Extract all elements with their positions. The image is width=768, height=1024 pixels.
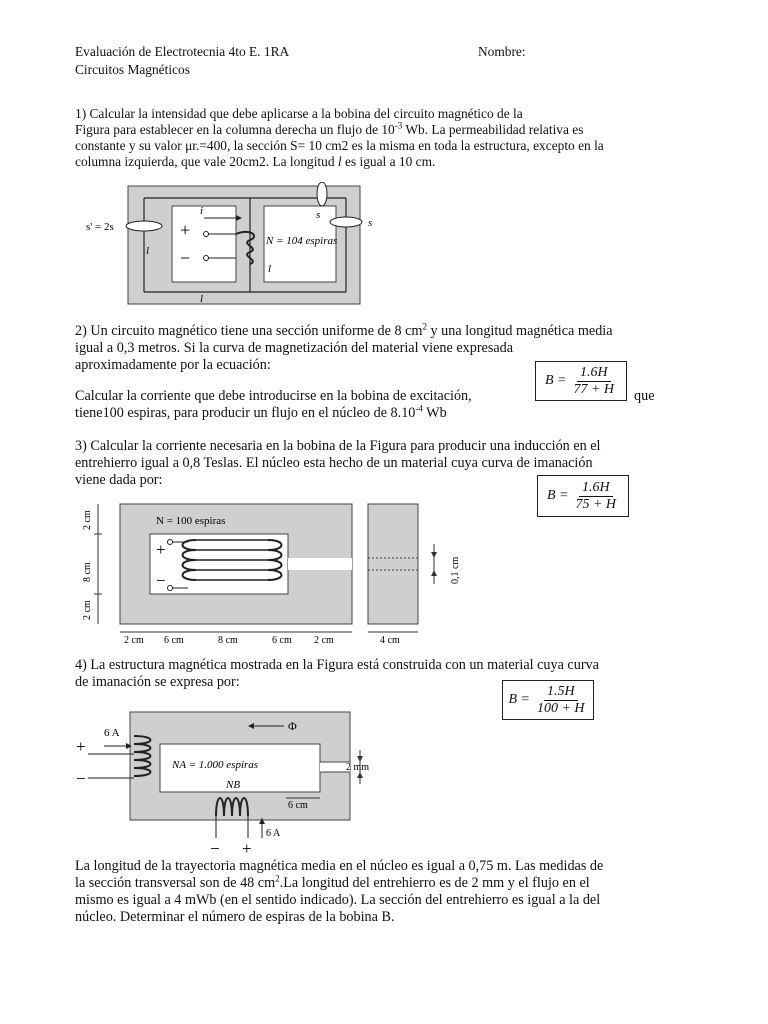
fig4-turns-b: NB — [226, 779, 241, 791]
fig1-l-right: l — [268, 263, 272, 275]
q3-formula-numerator: 1.6H — [579, 480, 613, 497]
q2-line-4: Calcular la corriente que debe introducirse en la bobina de excitación, — [75, 388, 472, 404]
fig4-plus-a: + — [76, 737, 86, 756]
q3-line-2: entrehierro igual a 0,8 Teslas. El núcleo esta hecho de un material cuya curva de imanación — [75, 455, 593, 471]
fig4-gap-label: 2 mm — [346, 762, 370, 773]
q2-line-2: igual a 0,3 metros. Si la curva de magnetización del material viene expresada — [75, 340, 514, 356]
q2-formula-lhs: B = — [544, 373, 567, 388]
q2-formula-box — [535, 361, 627, 401]
fig3-dim-bottom: 2 cm — [82, 600, 93, 620]
fig3-dim-b: 6 cm — [164, 635, 184, 646]
fig3-turns-label: N = 100 espiras — [156, 515, 226, 527]
name-label: Nombre: — [478, 44, 526, 59]
q2-line-4-end: que — [634, 388, 655, 404]
fig3-dim-top: 2 cm — [82, 510, 93, 530]
q4-text-2: la sección transversal son de 48 $cm^2.La$ longitud del entrehierro es de 2 mm y el flujo en el — [75, 873, 590, 891]
q3-formula-denominator: 75 + H — [575, 496, 617, 512]
q1-line-2: Figura para establecer en la columna derecha un flujo de $10^{-3}$ Wb. La permeabilidad relativa es — [75, 120, 584, 137]
q3-line-3: viene dada por: — [75, 472, 163, 488]
fig1-turns-label: N = 104 espiras — [266, 235, 338, 247]
q4-formula-numerator: 1.5H — [544, 684, 578, 701]
fig3-gap-label: 0,1 cm — [450, 556, 461, 584]
q4-formula-denominator: 100 + H — [536, 700, 585, 716]
q4-text-1: La longitud de la trayectoria magnética media en el núcleo es igual a 0,75 m. Las medidas de — [75, 858, 604, 874]
fig1-s-top-label: s — [316, 209, 321, 221]
fig1-s-right-label: s — [368, 217, 373, 229]
q4-text-3: mismo es igual a 4 mWb (en el sentido indicado). La sección del entrehierro es igual a la del — [75, 892, 601, 908]
q4-formula-box — [502, 680, 594, 720]
q1-line-1: 1) Calcular la intensidad que debe aplicarse a la bobina del circuito magnético de la — [75, 106, 523, 121]
fig1-s-prime-label: s' = 2s — [86, 221, 114, 233]
exam-subtitle: Circuitos Magnéticos — [75, 62, 190, 77]
fig3-dim-middle: 8 cm — [82, 562, 93, 582]
q1-line-4: columna izquierda, que vale 20cm2. La longitud l es igual a 10 cm. — [75, 154, 436, 169]
q2-formula-denominator: 77 + H — [573, 381, 615, 397]
fig3-plus: + — [156, 540, 166, 559]
fig3-dim-depth: 4 cm — [380, 635, 400, 646]
q4-formula-lhs: B = — [508, 692, 530, 707]
fig3-minus: − — [156, 571, 166, 590]
fig4-minus-a: − — [76, 769, 86, 788]
fig1-plus: + — [180, 220, 191, 240]
fig4-turns-a: NA = 1.000 espiras — [172, 759, 259, 771]
fig4-current-a: 6 A — [104, 727, 120, 739]
q4-figure — [74, 706, 394, 858]
q1-figure — [84, 182, 384, 310]
fig1-l-bottom: l — [200, 293, 204, 305]
q3-line-1: 3) Calcular la corriente necesaria en la bobina de la Figura para producir una inducción en el — [75, 438, 601, 454]
q2-line-1: 2) Un circuito magnético tiene una sección uniforme de 8 $cm^2$ y una longitud magnética media — [75, 321, 613, 339]
q4-text-4: núcleo. Determinar el número de espiras de la bobina B. — [75, 909, 395, 925]
fig3-dim-c: 8 cm — [218, 635, 238, 646]
fig4-minus-b: − — [210, 839, 220, 858]
q2-line-3: aproximadamente por la ecuación: — [75, 357, 271, 373]
fig4-plus-b: + — [242, 839, 252, 858]
fig3-dim-d: 6 cm — [272, 635, 292, 646]
q3-figure — [78, 500, 468, 646]
fig3-dim-a: 2 cm — [124, 635, 144, 646]
fig3-dim-e: 2 cm — [314, 635, 334, 646]
fig1-minus: − — [180, 248, 191, 268]
q2-formula-numerator: 1.6H — [577, 365, 611, 382]
q1-line-3: constante y su valor μr.=400, la sección S= 10 cm2 es la misma en toda la estructura, excepto en la — [75, 138, 604, 153]
fig4-current-b: 6 A — [266, 828, 281, 839]
exam-title: Evaluación de Electrotecnia 4to E. 1RA — [75, 44, 290, 59]
q4-line-1: 4) La estructura magnética mostrada en la Figura está construida con un material cuya curva — [75, 657, 599, 673]
q3-formula-box — [537, 475, 629, 517]
fig1-current-label: i — [200, 205, 204, 217]
q3-formula-lhs: B = — [546, 488, 569, 503]
q4-line-2: de imanación se expresa por: — [75, 674, 240, 690]
fig4-width-label: 6 cm — [288, 800, 308, 811]
fig1-l-left: l — [146, 245, 150, 257]
q2-line-5: tiene100 espiras, para producir un flujo en el núcleo de $8.10^{-4}$ Wb — [75, 403, 447, 421]
fig4-phi-label: Φ — [288, 719, 297, 733]
